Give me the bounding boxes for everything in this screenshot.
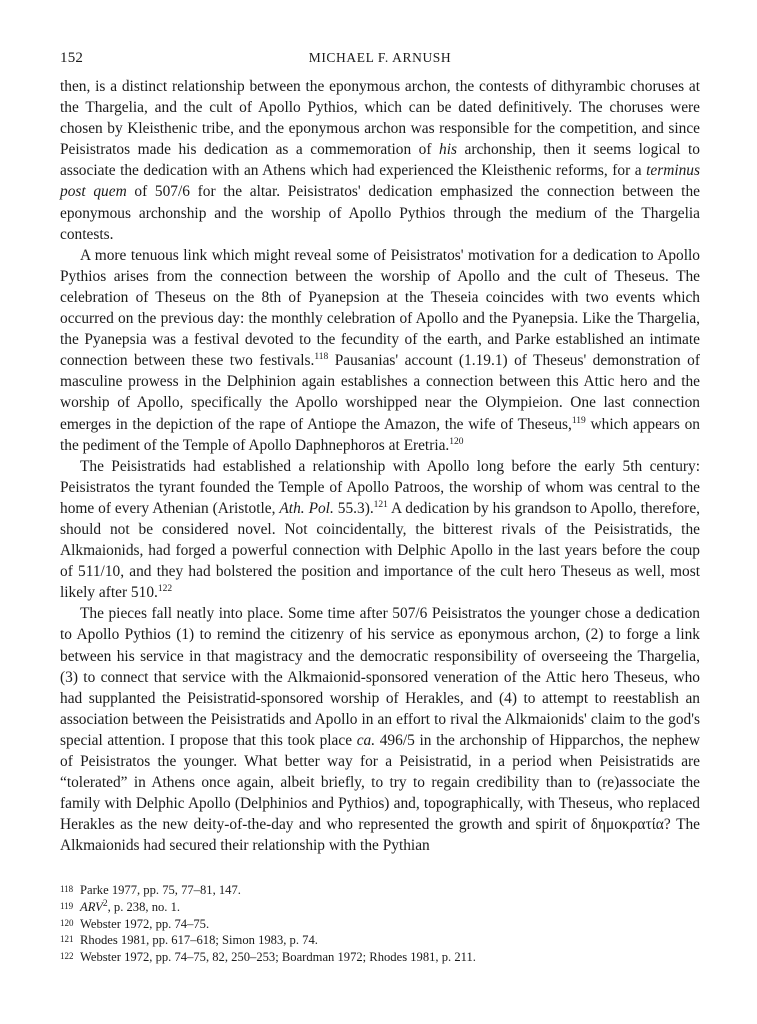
footnote-number: 122 <box>60 951 74 962</box>
footnote <box>60 916 700 933</box>
footnote-text: Parke 1977, pp. 75, 77–81, 147. <box>80 883 241 897</box>
footnote <box>60 899 700 916</box>
footnote-ref: 122 <box>157 584 173 595</box>
footnote-ref: 121 <box>373 499 388 510</box>
italic-text: ARV <box>80 899 103 914</box>
page-number: 152 <box>60 50 84 66</box>
footnote-text: Webster 1972, pp. 74–75. <box>80 916 210 931</box>
footnote-number: 119 <box>60 900 74 911</box>
footnote-ref: 119 <box>571 415 586 426</box>
paragraph: The pieces fall neatly into place. Some time after 507/6 Peisistratos the younger chose a dedication to Apollo Pythios (1) to remind the citizenry of his service as eponymous archon, (2) to forge a link between his service in that magistracy and the democratic responsibility of overseeing the Thargelia, (3) to connect that service with the Alkmaionid-sponsored veneration of the Attic hero Theseus, who had supplanted the Peisistratid-sponsored worship of Herakles, and (4) to attempt to reestablish an association between the Peisistratids and Apollo in an effort to rival the Alkmaionids' claim to the god's special attention. I propose that this took place ca. 496/5 in the archonship of Hipparchos, the nephew of Peisistratos the younger. What better way for a Peisistratid, in a period when Peisistratids are “tolerated” in Athens once again, albeit briefly, to try to regain credibility than to (re)associate the family with Delphic Apollo (Delphinios and Pythios) and, topographically, with Theseus, who replaced Herakles as the new deity-of-the-day and who represented the growth and spirit of δημοκρατία? The Alkmaionids had secured their relationship with the Pythian <box>60 605 700 855</box>
body-text <box>60 76 700 856</box>
italic-text: ca. <box>356 731 376 749</box>
italic-text: terminus post quem <box>60 162 700 201</box>
paragraph: The Peisistratids had established a relationship with Apollo long before the early 5th century: Peisistratos the tyrant founded the Temple of Apollo Patroos, the worship of whom was central to the home of every Athenian (Aristotle, Ath. Pol. 55.3).$^{121}$ A dedication by his grandson to Apollo, therefore, should not be considered novel. Not coincidentally, the bitterest rivals of the Peisistratids, the Alkmaionids, had forged a powerful connection with Delphic Apollo in the last years before the coup of 511/10, and they had bolstered the position and importance of the cult hero Theseus as well, most likely after 510.$^{122}$ <box>60 457 700 602</box>
footnote <box>60 882 700 899</box>
footnote-number: 121 <box>60 934 74 945</box>
running-head: MICHAEL F. ARNUSH <box>308 50 452 65</box>
footnote-ref: 120 <box>449 436 464 447</box>
footnote-number: 120 <box>60 917 74 928</box>
italic-text: his <box>439 141 457 159</box>
footnote-text: Rhodes 1981, pp. 617–618; Simon 1983, p. 74. <box>80 933 318 948</box>
footnote-ref: 118 <box>314 352 329 363</box>
footnote-ref: 2 <box>102 898 108 909</box>
footnote-text: Webster 1972, pp. 74–75, 82, 250–253; Boardman 1972; Rhodes 1981, p. 211. <box>80 950 476 965</box>
footnote-text: ARV$^2$, p. 238, no. 1. <box>80 898 181 914</box>
footnote <box>60 949 700 966</box>
page-header <box>60 50 700 72</box>
footnote-number: 118 <box>60 884 74 894</box>
footnote <box>60 932 700 949</box>
paragraph: A more tenuous link which might reveal some of Peisistratos' motivation for a dedication to Apollo Pythios arises from the connection between the worship of Apollo and the cult of Theseus. The celebration of Theseus on the 8th of Pyanepsion at the Theseia coincides with two events which occurred on the previous day: the monthly celebration of Apollo and the Pyanepsia. Like the Thargelia, the Pyanepsia was a festival devoted to the fecundity of the earth, and Parke established an intimate connection between these two festivals.$^{118}$ Pausanias' account (1.19.1) of Theseus' demonstration of masculine prowess in the Delphinion again establishes a connection between this Attic hero and the worship of Apollo, specifically the Apollo worshipped near the Olympieion. One last connection emerges in the depiction of the rape of Antiope the Amazon, the wife of Theseus,$^{119}$ which appears on the pediment of the Temple of Apollo Daphnephoros at Eretria.$^{120}$ <box>60 246 700 454</box>
italic-text: Ath. Pol. <box>279 499 334 517</box>
footnotes <box>60 882 700 966</box>
paragraph: then, is a distinct relationship between the eponymous archon, the contests of dithyrambic choruses at the Thargelia, and the cult of Apollo Pythios, which can be dated definitively. The choruses were chosen by Kleisthenic tribe, and the eponymous archon was responsible for the competition, and since Peisistratos made his dedication as a commemoration of his archonship, then it seems logical to associate the dedication with an Athens which had experienced the Kleisthenic reforms, for a terminus post quem of 507/6 for the altar. Peisistratos' dedication emphasized the connection between the eponymous archonship and the worship of Apollo Pythios through the medium of the Thargelia contests. <box>60 78 700 243</box>
